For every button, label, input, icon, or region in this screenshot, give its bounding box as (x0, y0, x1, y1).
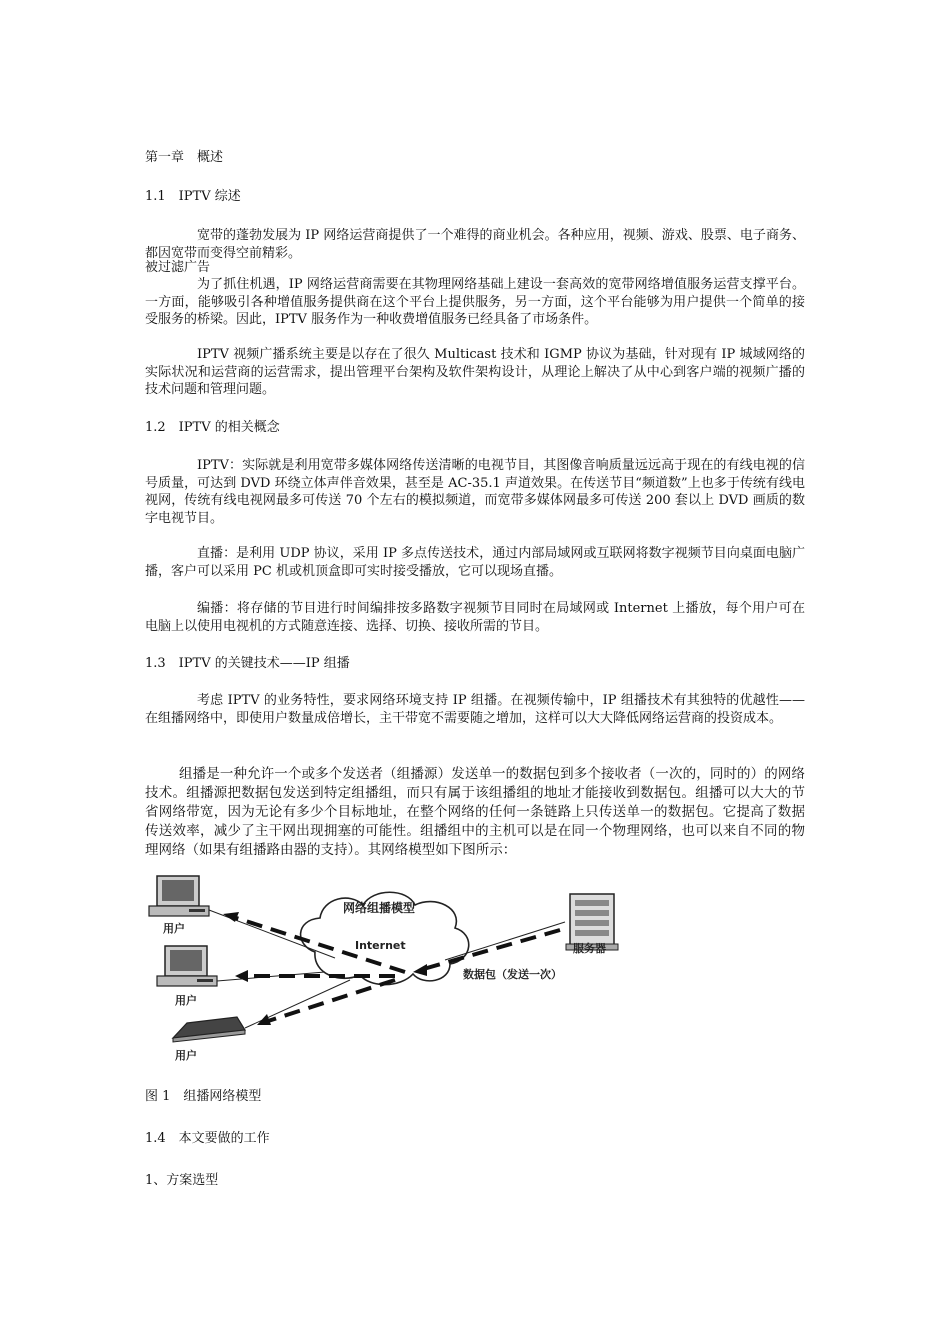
section-1-2-heading: 1.2 IPTV 的相关概念 (145, 420, 280, 435)
server-label: 服务器 (573, 942, 606, 955)
section-1-2-paragraph-iptv: IPTV：实际就是利用宽带多媒体网络传送清晰的电视节目，其图像音响质量远远高于现在的有线电视的信号质量，可达到 DVD 环绕立体声伴音效果，甚至是 AC-35.1 声道效果。在传送节目“频道数”上也多于传统有线电视网，传统有线电视网最多可传送 70 个左右的模拟频道，而宽带多媒体网最多可传送 200 套以上 DVD 画质的数字电视节目。 (145, 458, 805, 526)
laptop-icon (173, 1017, 245, 1042)
filtered-ad-note: 被过滤广告 (145, 260, 211, 275)
diagram-title: 网络组播模型 (343, 901, 416, 915)
section-1-3-heading: 1.3 IPTV 的关键技术——IP 组播 (145, 656, 350, 671)
user-label-3: 用户 (175, 1049, 197, 1062)
desktop-computer-icon (157, 946, 217, 986)
section-1-3-paragraph-2: 组播是一种允许一个或多个发送者（组播源）发送单一的数据包到多个接收者（一次的，同时的）的网络技术。组播源把数据包发送到特定组播组，而只有属于该组播组的地址才能接收到数据包。组播可以大大的节省网络带宽，因为无论有多少个目标地址，在整个网络的任何一条链路上只传送单一的数据包。它提高了数据传送效率，减少了主干网出现拥塞的可能性。组播组中的主机可以是在同一个物理网络，也可以来自不同的物理网络（如果有组播路由器的支持）。其网络模型如下图所示： (145, 766, 805, 858)
desktop-computer-icon (149, 876, 209, 916)
user-label-2: 用户 (175, 994, 197, 1007)
list-item-1: 1、方案选型 (145, 1173, 219, 1188)
user-label-1: 用户 (163, 922, 185, 935)
section-1-1-paragraph-1: 宽带的蓬勃发展为 IP 网络运营商提供了一个难得的商业机会。各种应用，视频、游戏、股票、电子商务、都因宽带而变得空前精彩。 (145, 228, 805, 261)
section-1-1-heading: 1.1 IPTV 综述 (145, 189, 241, 204)
internet-label: Internet (355, 939, 406, 952)
section-1-1-paragraph-3: IPTV 视频广播系统主要是以存在了很久 Multicast 技术和 IGMP 协议为基础，针对现有 IP 城域网络的实际状况和运营商的运营需求，提出管理平台架构及软件架构设计，从理论上解决了从中心到客户端的视频广播的技术问题和管理问题。 (145, 347, 805, 397)
section-1-2-paragraph-schedule: 编播：将存储的节目进行时间编排按多路数字视频节目同时在局域网或 Internet 上播放，每个用户可在电脑上以使用电视机的方式随意连接、选择、切换、接收所需的节目。 (145, 601, 805, 634)
section-1-2-paragraph-live: 直播：是利用 UDP 协议，采用 IP 多点传送技术，通过内部局域网或互联网将数字视频节目向桌面电脑广播，客户可以采用 PC 机或机顶盒即可实时接受播放，它可以现场直播。 (145, 546, 805, 579)
section-1-4-heading: 1.4 本文要做的工作 (145, 1131, 270, 1146)
section-1-1-paragraph-2: 为了抓住机遇，IP 网络运营商需要在其物理网络基础上建设一套高效的宽带网络增值服务运营支撑平台。一方面，能够吸引各种增值服务提供商在这个平台上提供服务，另一方面，这个平台能够为用户提供一个简单的接受服务的桥梁。因此，IPTV 服务作为一种收费增值服务已经具备了市场条件。 (145, 277, 805, 327)
chapter-title: 第一章 概述 (145, 150, 224, 165)
multicast-network-diagram (145, 860, 625, 1075)
figure-caption: 图 1 组播网络模型 (145, 1089, 262, 1104)
packet-label: 数据包（发送一次） (463, 968, 562, 981)
section-1-3-paragraph-1: 考虑 IPTV 的业务特性，要求网络环境支持 IP 组播。在视频传输中，IP 组播技术有其独特的优越性——在组播网络中，即使用户数量成倍增长，主干带宽不需要随之增加，这样可以大大降低网络运营商的投资成本。 (145, 693, 805, 726)
